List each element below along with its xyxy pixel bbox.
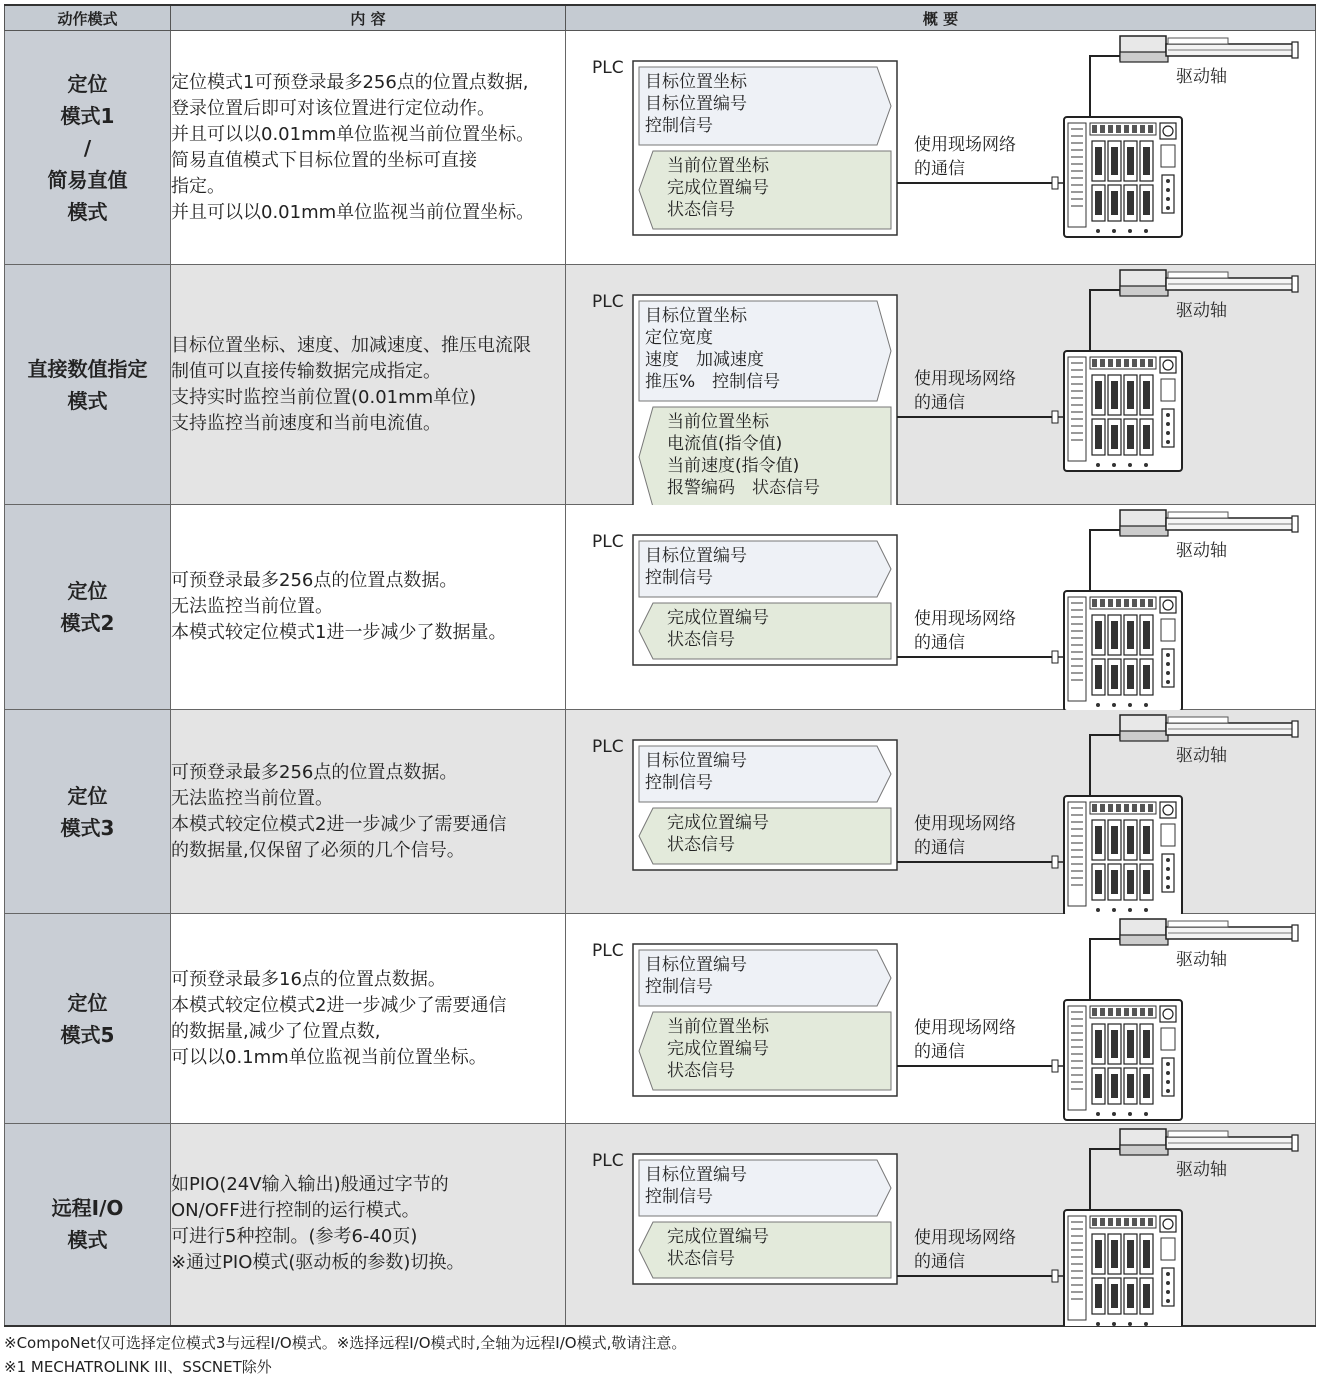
actuator-axis-icon xyxy=(1120,1129,1298,1155)
mode-name-line: 远程I/O xyxy=(51,1196,124,1221)
header-content: 内 容 xyxy=(171,5,566,31)
content-line: 简易直值模式下目标位置的坐标可直接 xyxy=(171,149,477,171)
table-row xyxy=(5,265,1316,505)
input-signal-label: 完成位置编号 xyxy=(667,1227,769,1247)
content-line: 可预登录最多16点的位置点数据。 xyxy=(171,968,446,990)
network-label: 使用现场网络 xyxy=(914,369,1016,389)
mode-content-cell xyxy=(171,1124,566,1326)
mode-name-line: 模式5 xyxy=(60,1022,115,1047)
content-line: 支持实时监控当前位置(0.01mm单位) xyxy=(171,386,477,408)
mode-content-cell xyxy=(171,914,566,1124)
content-line: 无法监控当前位置。 xyxy=(171,596,333,617)
plc-label: PLC xyxy=(592,532,624,552)
mode-overview-cell xyxy=(566,914,1316,1124)
content-line: 的数据量,减少了位置点数, xyxy=(171,1020,381,1042)
input-signal-label: 当前位置坐标 xyxy=(667,1017,769,1037)
actuator-axis-icon xyxy=(1120,36,1298,62)
communication-diagram xyxy=(566,1124,1316,1326)
actuator-axis-icon xyxy=(1120,919,1298,945)
actuator-label: 驱动轴 xyxy=(1176,950,1227,970)
output-signal-label: 目标位置坐标 xyxy=(645,306,747,326)
output-signal-label: 推压% 控制信号 xyxy=(645,372,781,392)
mode-name-line: / xyxy=(83,135,92,160)
output-signal-label: 目标位置坐标 xyxy=(645,72,747,92)
content-line: ※通过PIO模式(驱动板的参数)切换。 xyxy=(171,1252,465,1274)
content-line: 支持监控当前速度和当前电流值。 xyxy=(171,412,441,434)
network-label: 使用现场网络 xyxy=(914,609,1016,629)
plc-label: PLC xyxy=(592,292,624,312)
controller-unit-icon xyxy=(1064,1000,1182,1120)
content-line: 本模式较定位模式2进一步减少了需要通信 xyxy=(171,813,507,835)
mode-name-line: 模式3 xyxy=(60,815,115,840)
content-line: 的数据量,仅保留了必须的几个信号。 xyxy=(171,839,465,861)
network-label: 使用现场网络 xyxy=(914,1018,1016,1038)
footnote-exclusion: ※1 MECHATROLINK III、SSCNET除外 xyxy=(4,1358,272,1376)
content-line: 可预登录最多256点的位置点数据。 xyxy=(171,761,458,783)
input-signal-label: 状态信号 xyxy=(667,1249,735,1269)
mode-name-line: 模式 xyxy=(67,199,108,224)
content-line: 并且可以以0.01mm单位监视当前位置坐标。 xyxy=(171,123,535,145)
content-line: 如PIO(24V输入输出)般通过字节的 xyxy=(171,1174,449,1196)
controller-unit-icon xyxy=(1064,796,1182,914)
output-signal-label: 目标位置编号 xyxy=(645,1165,747,1185)
mode-name-line: 简易直值 xyxy=(47,167,128,192)
mode-name-line: 定位 xyxy=(67,783,108,808)
output-signal-label: 控制信号 xyxy=(645,1187,713,1207)
network-label: 使用现场网络 xyxy=(914,135,1016,155)
output-signal-label: 控制信号 xyxy=(645,568,713,588)
mode-name-line: 定位 xyxy=(67,990,108,1015)
output-signal-label: 控制信号 xyxy=(645,977,713,997)
table-row xyxy=(5,710,1316,914)
network-label: 的通信 xyxy=(914,393,965,413)
mode-overview-cell xyxy=(566,710,1316,914)
header-mode: 动作模式 xyxy=(5,5,171,31)
actuator-label: 驱动轴 xyxy=(1176,301,1227,321)
content-line: 可进行5种控制。(参考6-40页) xyxy=(171,1226,418,1248)
content-line: 可预登录最多256点的位置点数据。 xyxy=(171,570,458,591)
actuator-label: 驱动轴 xyxy=(1176,746,1227,766)
network-label: 的通信 xyxy=(914,838,965,858)
input-signal-label: 状态信号 xyxy=(667,630,735,650)
network-label: 使用现场网络 xyxy=(914,814,1016,834)
output-signal-label: 速度 加减速度 xyxy=(645,350,764,370)
output-signal-label: 控制信号 xyxy=(645,116,713,136)
content-line: 目标位置坐标、速度、加减速度、推压电流限 xyxy=(171,334,531,356)
mode-overview-cell xyxy=(566,265,1316,505)
controller-unit-icon xyxy=(1064,117,1182,237)
mode-name-cell xyxy=(5,710,171,914)
controller-unit-icon xyxy=(1064,351,1182,471)
plc-label: PLC xyxy=(592,58,624,78)
actuator-axis-icon xyxy=(1120,715,1298,741)
content-line: 指定。 xyxy=(171,175,225,197)
controller-unit-icon xyxy=(1064,1210,1182,1326)
input-signal-label: 完成位置编号 xyxy=(667,608,769,628)
input-signal-label: 完成位置编号 xyxy=(667,813,769,833)
content-line: 并且可以以0.01mm单位监视当前位置坐标。 xyxy=(171,201,535,223)
input-signal-label: 报警编码 状态信号 xyxy=(667,478,820,498)
mode-overview-cell xyxy=(566,1124,1316,1326)
input-signal-label: 状态信号 xyxy=(667,835,735,855)
content-line: 本模式较定位模式1进一步减少了数据量。 xyxy=(171,622,507,643)
output-signal-label: 目标位置编号 xyxy=(645,751,747,771)
mode-name-cell xyxy=(5,1124,171,1326)
mode-content-cell xyxy=(171,710,566,914)
mode-name-cell xyxy=(5,265,171,505)
mode-content-cell xyxy=(171,31,566,265)
actuator-label: 驱动轴 xyxy=(1176,67,1227,87)
mode-name-cell xyxy=(5,505,171,710)
input-signal-label: 状态信号 xyxy=(667,1061,735,1081)
plc-label: PLC xyxy=(592,941,624,961)
actuator-label: 驱动轴 xyxy=(1176,1160,1227,1180)
actuator-axis-icon xyxy=(1120,510,1298,536)
mode-name-line: 定位 xyxy=(67,579,108,603)
output-signal-label: 控制信号 xyxy=(645,773,713,793)
table-row xyxy=(5,505,1316,710)
mode-name-line: 定位 xyxy=(67,71,108,96)
input-signal-label: 当前位置坐标 xyxy=(667,412,769,432)
operation-mode-table xyxy=(4,4,1316,1327)
input-signal-label: 完成位置编号 xyxy=(667,1039,769,1059)
input-signal-label: 完成位置编号 xyxy=(667,178,769,198)
content-line: 制值可以直接传输数据完成指定。 xyxy=(171,360,441,382)
network-label: 的通信 xyxy=(914,1252,965,1272)
mode-name-line: 模式1 xyxy=(60,103,115,128)
content-line: 本模式较定位模式2进一步减少了需要通信 xyxy=(171,994,507,1016)
actuator-axis-icon xyxy=(1120,270,1298,296)
output-signal-label: 目标位置编号 xyxy=(645,94,747,114)
mode-overview-cell xyxy=(566,31,1316,265)
mode-name-cell xyxy=(5,914,171,1124)
footnote-componet: ※CompoNet仅可选择定位模式3与远程I/O模式。※选择远程I/O模式时,全轴为远程I/O模式,敬请注意。 xyxy=(4,1334,687,1352)
mode-content-cell xyxy=(171,265,566,505)
mode-content-cell xyxy=(171,505,566,710)
communication-diagram xyxy=(566,31,1316,265)
mode-name-line: 模式2 xyxy=(60,611,115,635)
plc-label: PLC xyxy=(592,1151,624,1171)
content-line: ON/OFF进行控制的运行模式。 xyxy=(171,1200,420,1222)
actuator-label: 驱动轴 xyxy=(1176,541,1227,561)
mode-name-line: 直接数值指定 xyxy=(27,356,148,381)
mode-overview-cell xyxy=(566,505,1316,710)
network-label: 使用现场网络 xyxy=(914,1228,1016,1248)
table-row xyxy=(5,31,1316,265)
communication-diagram xyxy=(566,710,1316,914)
header-overview: 概 要 xyxy=(566,5,1316,31)
content-line: 登录位置后即可对该位置进行定位动作。 xyxy=(171,97,495,119)
output-signal-label: 目标位置编号 xyxy=(645,546,747,566)
input-signal-label: 状态信号 xyxy=(667,200,735,220)
communication-diagram xyxy=(566,505,1316,710)
input-signal-label: 电流值(指令值) xyxy=(667,434,783,454)
plc-label: PLC xyxy=(592,737,624,757)
network-label: 的通信 xyxy=(914,1042,965,1062)
input-signal-label: 当前速度(指令值) xyxy=(667,456,800,476)
content-line: 可以以0.1mm单位监视当前位置坐标。 xyxy=(171,1046,487,1068)
input-signal-label: 当前位置坐标 xyxy=(667,156,769,176)
table-header-row xyxy=(5,5,1316,31)
communication-diagram xyxy=(566,914,1316,1124)
table-row xyxy=(5,1124,1316,1326)
network-label: 的通信 xyxy=(914,633,965,653)
controller-unit-icon xyxy=(1064,591,1182,710)
output-signal-label: 目标位置编号 xyxy=(645,955,747,975)
mode-name-cell xyxy=(5,31,171,265)
mode-name-line: 模式 xyxy=(67,388,108,413)
content-line: 定位模式1可预登录最多256点的位置点数据, xyxy=(171,71,529,93)
output-signal-label: 定位宽度 xyxy=(645,328,713,348)
table-row xyxy=(5,914,1316,1124)
content-line: 无法监控当前位置。 xyxy=(171,787,333,809)
communication-diagram xyxy=(566,265,1316,505)
network-label: 的通信 xyxy=(914,159,965,179)
mode-name-line: 模式 xyxy=(67,1228,108,1253)
